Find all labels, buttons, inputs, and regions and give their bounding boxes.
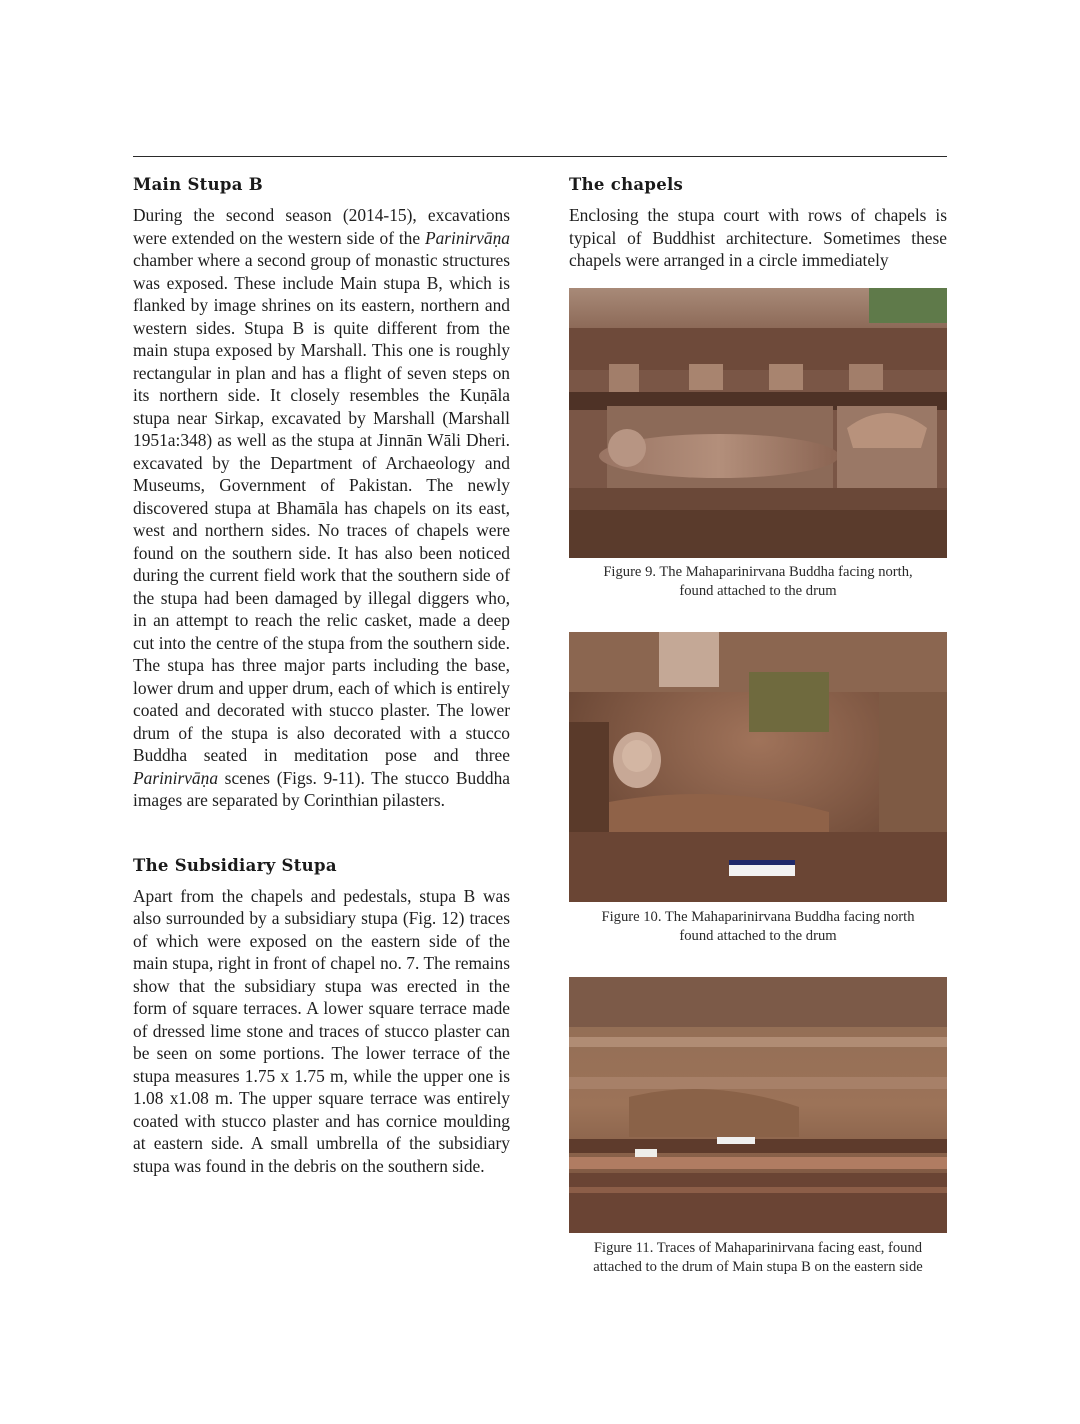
caption-line: Figure 9. The Mahaparinirvana Buddha facing north, bbox=[603, 564, 913, 580]
section-heading-main-stupa-b: Main Stupa B bbox=[133, 175, 264, 194]
text-run: During the second season (2014-15), excavations were extended on the western side of the bbox=[133, 205, 510, 248]
caption-line: Figure 10. The Mahaparinirvana Buddha facing north bbox=[601, 909, 915, 925]
caption-line: attached to the drum of Main stupa B on the eastern side bbox=[593, 1258, 923, 1275]
figure-10-caption bbox=[560, 908, 956, 945]
buddha-head-photo bbox=[569, 632, 947, 902]
caption-line: found attached to the drum bbox=[679, 927, 837, 944]
chapels-paragraph: Enclosing the stupa court with rows of chapels is typical of Buddhist architecture. Sometimes these chapels were arranged in a circle immediately bbox=[569, 205, 947, 270]
caption-line: found attached to the drum bbox=[679, 582, 837, 599]
figure-9-caption bbox=[560, 563, 956, 600]
figure-10-photo bbox=[569, 632, 947, 902]
left-column bbox=[133, 170, 510, 1177]
main-stupa-b-paragraph bbox=[133, 204, 510, 812]
figure-9-photo bbox=[569, 288, 947, 558]
header-rule bbox=[133, 156, 947, 157]
italic-term: Parinirvāṇa bbox=[424, 227, 510, 248]
text-run: scenes (Figs. 9-11). The stucco Buddha images are separated by Corinthian pilasters. bbox=[133, 767, 510, 810]
section-heading-subsidiary-stupa: The Subsidiary Stupa bbox=[133, 855, 337, 875]
mahaparinirvana-traces-photo bbox=[569, 977, 947, 1233]
figure-11-caption bbox=[560, 1239, 956, 1276]
subsidiary-stupa-paragraph: Apart from the chapels and pedestals, stupa B was also surrounded by a subsidiary stupa (Fig. 12) traces of which were exposed on the eastern side of the main stupa, right in front of chapel no. 7. The remains show that the subsidiary stupa was erected in the form of square terraces. A lower square terrace made of dressed lime stone and traces of stucco plaster can be seen on some portions. The lower terrace of the stupa measures 1.75 x 1.75 m, while the upper one is 1.08 x1.08 m. The upper square terrace was entirely coated with stucco plaster and has cornice moulding at eastern side. A small umbrella of the subsidiary stupa was found in the debris on the southern side. bbox=[133, 885, 510, 1176]
caption-line: Figure 11. Traces of Mahaparinirvana facing east, found bbox=[593, 1240, 923, 1256]
figure-11-photo bbox=[569, 977, 947, 1233]
right-column bbox=[569, 170, 947, 272]
text-run: chamber where a second group of monastic structures was exposed. These include Main stupa B, which is flanked by image shrines on its eastern, northern and western sides. Stupa B is quite different from the main stupa exposed by Marshall. This one is roughly rectangular in plan and has a flight of seven steps on its northern side. It closely resembles the Kuṇāla stupa near Sirkap, excavated by Marshall (Marshall 1951a:348) as well as the stupa at Jinnān Wāli Dheri. excavated by the Department of Archaeology and Museums, Government of Pakistan. The newly discovered stupa at Bhamāla has chapels on its east, west and northern sides. No traces of chapels were found on the southern side. It has also been noticed during the current field work that the southern side of the stupa had been damaged by illegal diggers who, in an attempt to reach the relic casket, made a deep cut into the centre of the stupa from the southern side. The stupa has three major parts including the base, lower drum and upper drum, each of which is entirely coated and decorated with stucco plaster. The lower drum of the stupa is also decorated with a stucco Buddha seated in meditation pose and three bbox=[133, 250, 510, 765]
reclining-buddha-photo bbox=[569, 288, 947, 558]
italic-term: Parinirvāṇa bbox=[133, 767, 219, 788]
section-heading-chapels: The chapels bbox=[569, 175, 684, 194]
